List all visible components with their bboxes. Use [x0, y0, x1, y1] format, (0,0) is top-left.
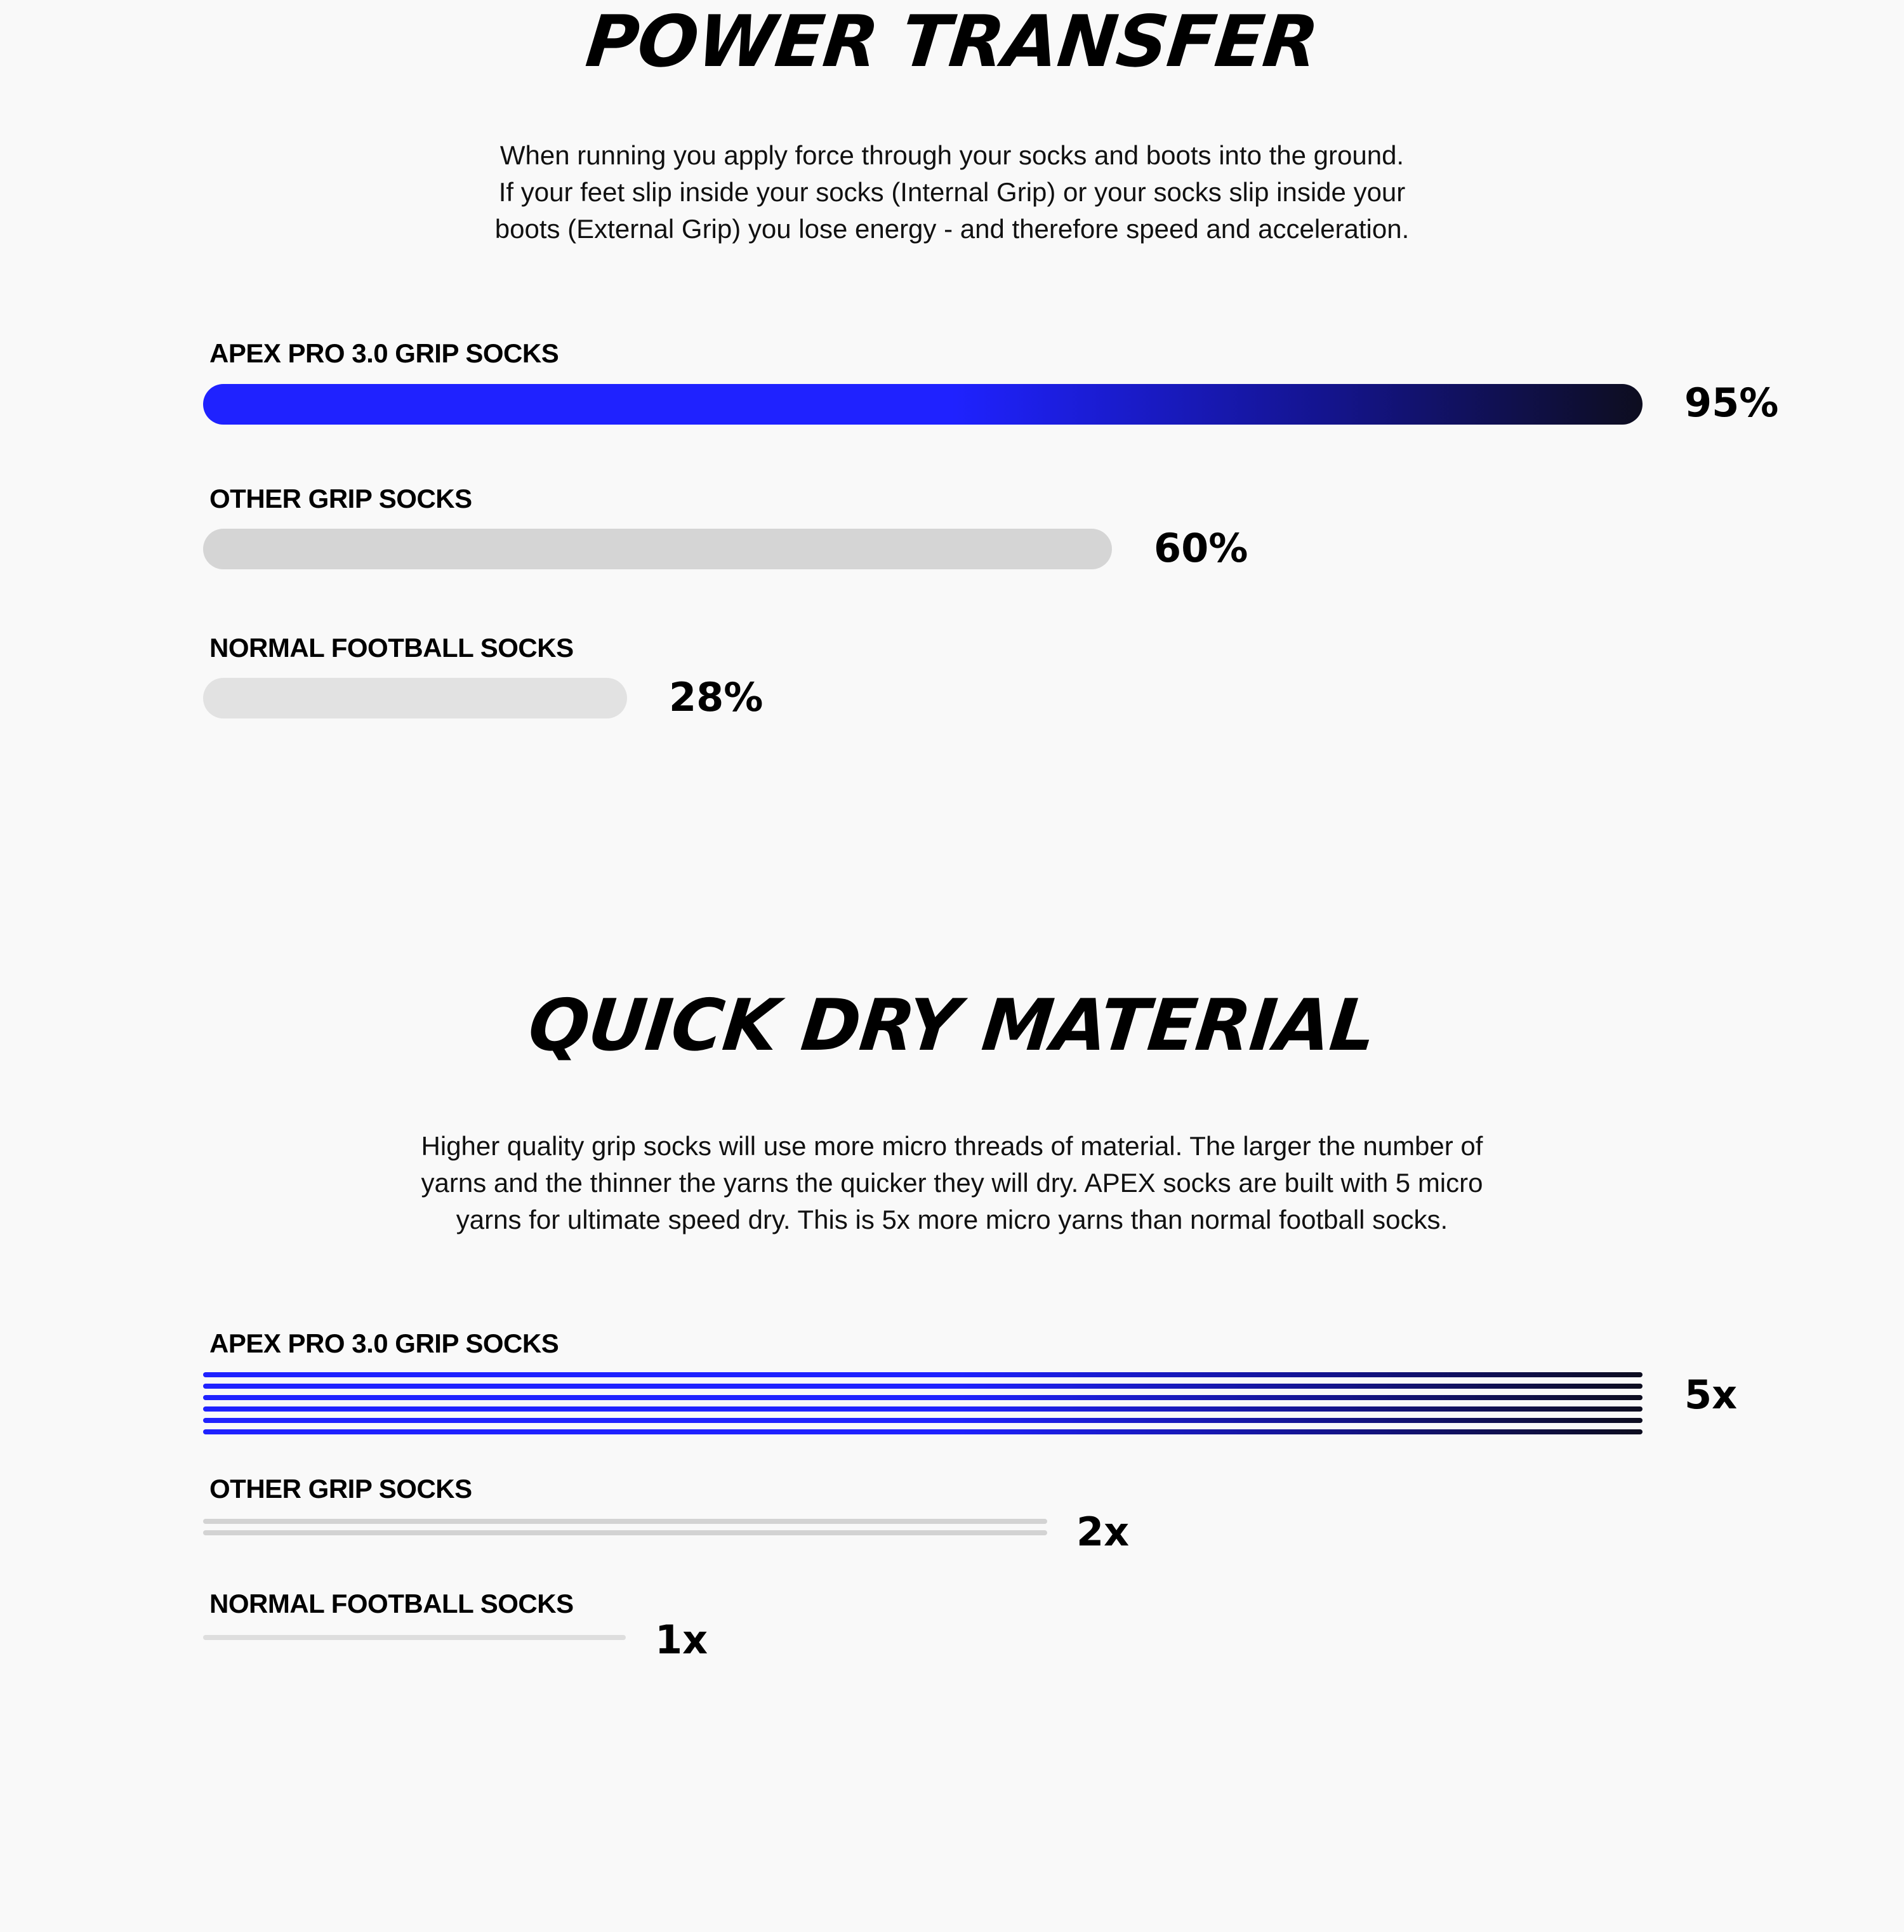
bar-apex-power	[203, 384, 1643, 425]
yarn-line	[203, 1395, 1643, 1400]
value-label-normal-power: 28%	[669, 674, 764, 720]
value-label-apex-dry: 5x	[1684, 1372, 1738, 1418]
yarn-line	[203, 1530, 1047, 1535]
power-transfer-description	[190, 137, 1714, 248]
yarn-line	[203, 1635, 626, 1640]
power-transfer-title: POWER TRANSFER	[582, 1, 1322, 83]
yarn-line	[203, 1372, 1643, 1377]
yarn-bars-normal	[203, 1635, 626, 1640]
row-label-apex: APEX PRO 3.0 GRIP SOCKS	[209, 338, 559, 368]
quick-dry-description	[190, 1128, 1714, 1238]
description-line: boots (External Grip) you lose energy - and therefore speed and acceleration.	[494, 214, 1410, 244]
yarn-line	[203, 1384, 1643, 1389]
value-label-other-dry: 2x	[1076, 1509, 1130, 1555]
description-line: If your feet slip inside your socks (Internal Grip) or your socks slip inside your	[498, 177, 1406, 207]
quick-dry-title: QUICK DRY MATERIAL	[524, 984, 1380, 1067]
description-line: When running you apply force through your socks and boots into the ground.	[499, 140, 1405, 170]
row-label-other: OTHER GRIP SOCKS	[209, 484, 472, 513]
yarn-line	[203, 1418, 1643, 1423]
bar-normal-power	[203, 678, 627, 718]
value-label-other-power: 60%	[1154, 525, 1248, 571]
description-line: yarns for ultimate speed dry. This is 5x more micro yarns than normal football socks.	[456, 1205, 1448, 1234]
row-label-normal: NORMAL FOOTBALL SOCKS	[209, 633, 574, 663]
row-label-other: OTHER GRIP SOCKS	[209, 1474, 472, 1504]
yarn-bars-apex	[203, 1372, 1643, 1434]
yarn-line	[203, 1406, 1643, 1412]
value-label-apex-power: 95%	[1684, 380, 1779, 426]
bar-other-power	[203, 529, 1112, 569]
yarn-line	[203, 1519, 1047, 1524]
row-label-normal: NORMAL FOOTBALL SOCKS	[209, 1589, 574, 1618]
yarn-bars-other	[203, 1519, 1047, 1535]
yarn-line	[203, 1429, 1643, 1434]
value-label-normal-dry: 1x	[655, 1617, 708, 1663]
description-line: Higher quality grip socks will use more micro threads of material. The larger the number of	[421, 1131, 1483, 1161]
description-line: yarns and the thinner the yarns the quicker they will dry. APEX socks are built with 5 micro	[421, 1168, 1483, 1198]
row-label-apex: APEX PRO 3.0 GRIP SOCKS	[209, 1328, 559, 1358]
